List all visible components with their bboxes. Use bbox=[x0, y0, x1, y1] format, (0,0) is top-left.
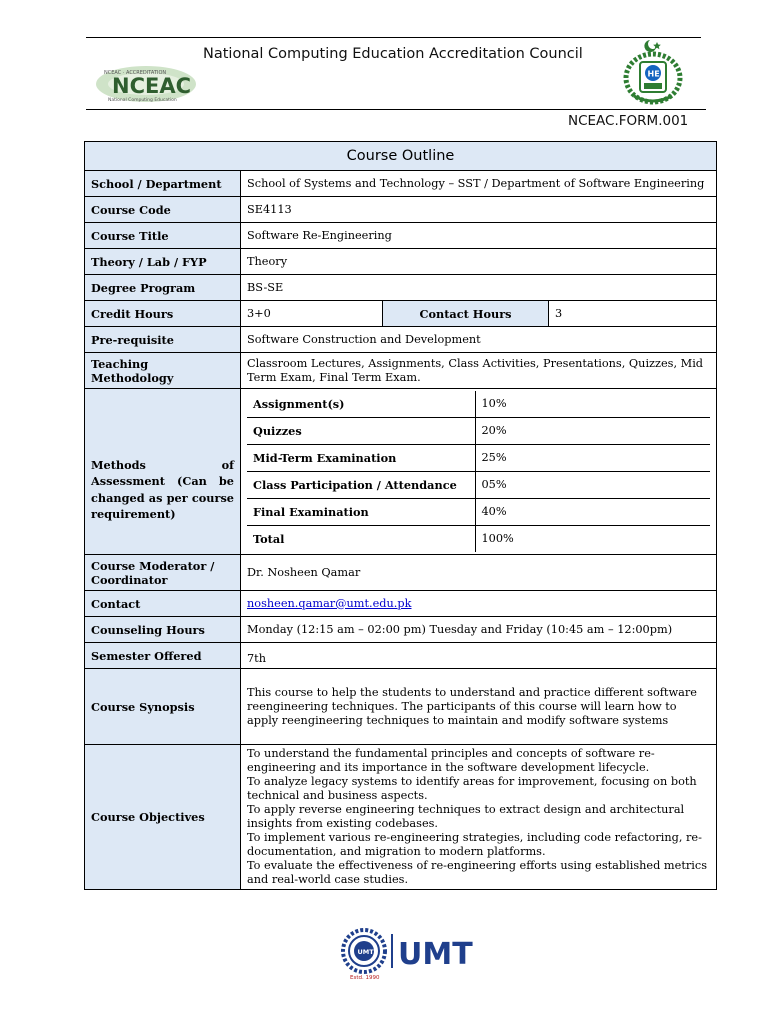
assessment-methods-label: Methods of Assessment (Can be changed as per course requirement) bbox=[85, 389, 241, 555]
assessment-weight: 05% bbox=[475, 472, 710, 499]
type-row bbox=[85, 249, 717, 275]
course-title-label: Course Title bbox=[85, 223, 241, 249]
assessment-row-item bbox=[247, 472, 710, 499]
assessment-table bbox=[247, 391, 710, 552]
assessment-weight: 25% bbox=[475, 445, 710, 472]
teaching-row bbox=[85, 353, 717, 389]
objectives-list bbox=[241, 745, 717, 890]
title-row bbox=[85, 223, 717, 249]
assessment-row-item bbox=[247, 499, 710, 526]
objective-item: To evaluate the effectiveness of re-engineering efforts using established metrics and real-world case studies. bbox=[247, 859, 708, 886]
school-label: School / Department bbox=[85, 171, 241, 197]
school-value: School of Systems and Technology – SST / Department of Software Engineering bbox=[241, 171, 717, 197]
objective-item: To implement various re-engineering strategies, including code refactoring, re-documentation, and migration to modern platforms. bbox=[247, 831, 702, 858]
course-outline-title: Course Outline bbox=[85, 142, 717, 171]
counseling-row bbox=[85, 617, 717, 643]
svg-text:UMT: UMT bbox=[398, 937, 473, 972]
credit-row bbox=[85, 301, 717, 327]
teaching-methodology-label: Teaching Methodology bbox=[85, 353, 241, 389]
synopsis-value: This course to help the students to understand and practice different software reengineering techniques. The participants of this course will learn how to apply reengineering techniques to maintain and modify software systems bbox=[241, 669, 717, 745]
semester-label: Semester Offered bbox=[85, 643, 241, 669]
objective-item: To analyze legacy systems to identify areas for improvement, focusing on both technical and business aspects. bbox=[247, 775, 697, 802]
prerequisite-label: Pre-requisite bbox=[85, 327, 241, 353]
outline-title-row bbox=[85, 142, 717, 171]
assessment-total-row bbox=[247, 526, 710, 553]
umt-logo bbox=[340, 924, 476, 982]
assessment-item: Mid-Term Examination bbox=[247, 445, 475, 472]
contact-row bbox=[85, 591, 717, 617]
assessment-weight: 40% bbox=[475, 499, 710, 526]
course-type-value: Theory bbox=[241, 249, 717, 275]
credit-hours-label: Credit Hours bbox=[85, 301, 241, 327]
svg-text:National Computing Education: National Computing Education bbox=[108, 98, 177, 103]
course-code-label: Course Code bbox=[85, 197, 241, 223]
program-row bbox=[85, 275, 717, 301]
contact-label: Contact bbox=[85, 591, 241, 617]
assessment-row-item bbox=[247, 418, 710, 445]
moderator-label: Course Moderator / Coordinator bbox=[85, 555, 241, 591]
objective-item: To apply reverse engineering techniques to extract design and architectural insights from existing codebases. bbox=[247, 803, 685, 830]
form-number: NCEAC.FORM.001 bbox=[568, 113, 689, 129]
counseling-hours-label: Counseling Hours bbox=[85, 617, 241, 643]
contact-email-link[interactable]: nosheen.qamar@umt.edu.pk bbox=[247, 596, 412, 610]
header-top-rule bbox=[86, 37, 701, 38]
assessment-total-label: Total bbox=[247, 526, 475, 553]
semester-row bbox=[85, 643, 717, 669]
semester-value: 7th bbox=[241, 643, 717, 669]
nceac-logo bbox=[94, 60, 198, 104]
svg-text:NCEAC: NCEAC bbox=[112, 74, 191, 98]
header-bottom-rule bbox=[86, 109, 706, 110]
moderator-value: Dr. Nosheen Qamar bbox=[241, 555, 717, 591]
hec-emblem bbox=[620, 38, 686, 108]
assessment-row-item bbox=[247, 391, 710, 418]
contact-hours-value: 3 bbox=[549, 301, 717, 327]
course-code-value: SE4113 bbox=[241, 197, 717, 223]
prerequisite-value: Software Construction and Development bbox=[241, 327, 717, 353]
assessment-item: Assignment(s) bbox=[247, 391, 475, 418]
course-outline-table bbox=[84, 141, 717, 890]
assessment-item: Quizzes bbox=[247, 418, 475, 445]
assessment-item: Final Examination bbox=[247, 499, 475, 526]
svg-text:Estd. 1990: Estd. 1990 bbox=[350, 975, 380, 981]
teaching-methodology-value: Classroom Lectures, Assignments, Class Activities, Presentations, Quizzes, Mid Term Exam, Final Term Exam. bbox=[241, 353, 717, 389]
svg-text:NCEAC · ACCREDITATION: NCEAC · ACCREDITATION bbox=[104, 70, 167, 76]
objectives-row bbox=[85, 745, 717, 890]
org-name: National Computing Education Accreditation Council bbox=[203, 46, 583, 62]
assessment-total-value: 100% bbox=[475, 526, 710, 553]
objective-item: To understand the fundamental principles and concepts of software re-engineering and its importance in the software development lifecycle. bbox=[247, 747, 655, 774]
assessment-weight: 10% bbox=[475, 391, 710, 418]
school-row bbox=[85, 171, 717, 197]
assessment-row-item bbox=[247, 445, 710, 472]
degree-program-label: Degree Program bbox=[85, 275, 241, 301]
code-row bbox=[85, 197, 717, 223]
synopsis-label: Course Synopsis bbox=[85, 669, 241, 745]
course-type-label: Theory / Lab / FYP bbox=[85, 249, 241, 275]
course-title-value: Software Re-Engineering bbox=[241, 223, 717, 249]
assessment-item: Class Participation / Attendance bbox=[247, 472, 475, 499]
contact-hours-label: Contact Hours bbox=[383, 301, 549, 327]
credit-hours-value: 3+0 bbox=[241, 301, 383, 327]
assessment-cell bbox=[241, 389, 717, 555]
prereq-row bbox=[85, 327, 717, 353]
degree-program-value: BS-SE bbox=[241, 275, 717, 301]
counseling-hours-value: Monday (12:15 am – 02:00 pm) Tuesday and Friday (10:45 am – 12:00pm) bbox=[241, 617, 717, 643]
assessment-weight: 20% bbox=[475, 418, 710, 445]
moderator-row bbox=[85, 555, 717, 591]
synopsis-row bbox=[85, 669, 717, 745]
objectives-label: Course Objectives bbox=[85, 745, 241, 890]
svg-text:HE: HE bbox=[647, 69, 660, 79]
contact-cell bbox=[241, 591, 717, 617]
assessment-row bbox=[85, 389, 717, 555]
svg-text:UMT: UMT bbox=[357, 948, 374, 956]
